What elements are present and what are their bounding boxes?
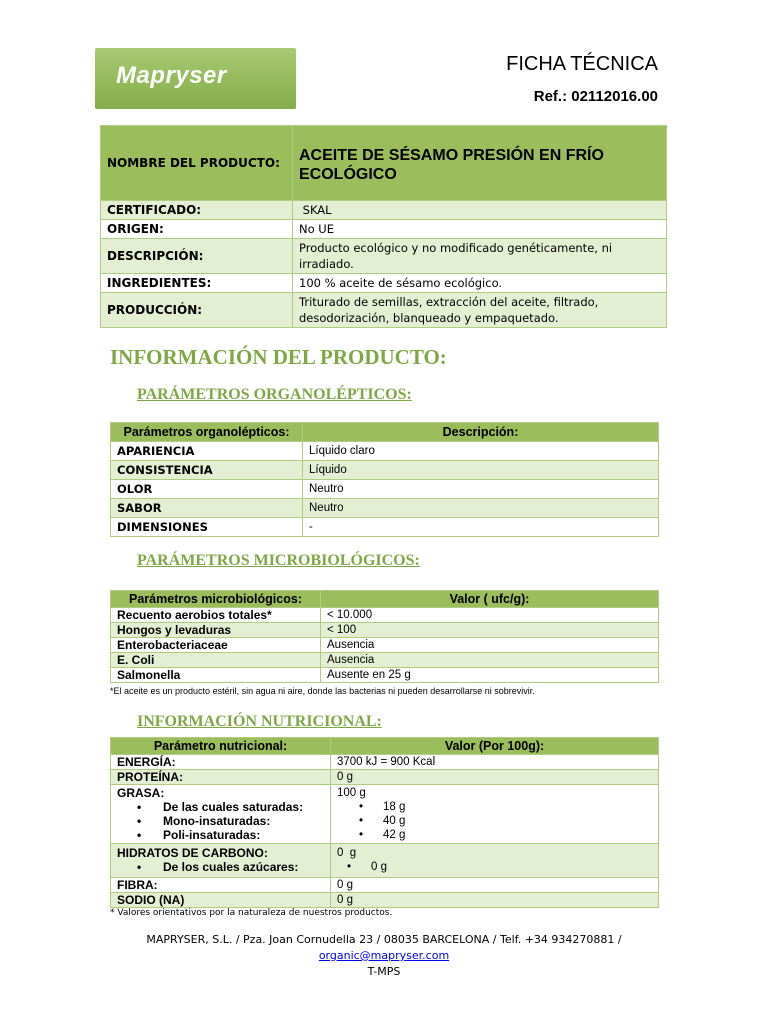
row-value: Ausencia: [321, 653, 659, 668]
sub-item-value: • 18 g: [337, 800, 652, 814]
row-label: SABOR: [111, 499, 303, 518]
row-value: Neutro: [303, 480, 659, 499]
row-label: E. Coli: [111, 653, 321, 668]
row-label: APARIENCIA: [111, 442, 303, 461]
table-row: [111, 442, 659, 461]
row-value: 0 g: [331, 878, 659, 893]
product-name-label: NOMBRE DEL PRODUCTO:: [101, 126, 293, 201]
row-value: 3700 kJ = 900 Kcal: [331, 755, 659, 770]
microbiological-note: *El aceite es un producto estéril, sin agua ni aire, donde las bacterias ni pueden desarrollarse ni sobrevivir.: [110, 686, 535, 696]
microbiological-table: [110, 590, 659, 683]
row-label: Hongos y levaduras: [111, 623, 321, 638]
row-label: FIBRA:: [111, 878, 331, 893]
row-value: 0 g: [331, 770, 659, 785]
row-label: Enterobacteriaceae: [111, 638, 321, 653]
product-name: ACEITE DE SÉSAMO PRESIÓN EN FRÍO ECOLÓGICO: [293, 126, 667, 201]
company-logo: [95, 48, 296, 109]
table-row: [111, 608, 659, 623]
section-title: INFORMACIÓN DEL PRODUCTO:: [110, 345, 447, 369]
sub-item-value: • 0 g: [337, 860, 652, 874]
fat-value-cell: [331, 785, 659, 844]
row-label: PRODUCCIÓN:: [101, 293, 293, 328]
sub-item-label: • De las cuales saturadas:: [117, 800, 324, 814]
row-value: 0 g: [337, 847, 357, 859]
row-label: HIDRATOS DE CARBONO:: [117, 846, 268, 860]
row-label: OLOR: [111, 480, 303, 499]
organoleptic-table: [110, 422, 659, 537]
footer-email-link[interactable]: organic@mapryser.com: [318, 949, 450, 962]
table-row: [111, 638, 659, 653]
nutritional-note: * Valores orientativos por la naturaleza de nuestros productos.: [110, 908, 393, 918]
row-label: SODIO (NA): [111, 893, 331, 908]
row-value: Neutro: [303, 499, 659, 518]
row-value: 100 % aceite de sésamo ecológico.: [293, 274, 667, 293]
footer-code: T-MPS: [367, 965, 401, 978]
row-value: Ausencia: [321, 638, 659, 653]
footer-address: MAPRYSER, S.L. / Pza. Joan Cornudella 23 / 08035 BARCELONA / Telf. +34 934270881 /: [146, 933, 622, 946]
table-row: [111, 878, 659, 893]
document-reference: Ref.: 02112016.00: [533, 88, 658, 105]
table-row: [111, 893, 659, 908]
microbiological-title: PARÁMETROS MICROBIOLÓGICOS:: [137, 552, 420, 569]
row-value: -: [303, 518, 659, 537]
row-label: Salmonella: [111, 668, 321, 683]
production-row: [101, 293, 667, 328]
table-row: [111, 668, 659, 683]
carbs-label-cell: [111, 844, 331, 878]
sub-item-value: • 42 g: [337, 828, 652, 842]
origin-row: [101, 220, 667, 239]
row-label: ENERGÍA:: [111, 755, 331, 770]
table-row: [111, 844, 659, 878]
fat-label-cell: [111, 785, 331, 844]
table-row: [111, 653, 659, 668]
row-value: SKAL: [293, 201, 667, 220]
table-row: [111, 785, 659, 844]
table-row: [111, 499, 659, 518]
row-label: DESCRIPCIÓN:: [101, 239, 293, 274]
row-label: CERTIFICADO:: [101, 201, 293, 220]
row-label: CONSISTENCIA: [111, 461, 303, 480]
table-header-row: [111, 423, 659, 442]
column-header: Valor ( ufc/g):: [321, 591, 659, 608]
logo-text: Mapryser: [116, 62, 227, 89]
product-name-row: [101, 126, 667, 201]
organoleptic-title: PARÁMETROS ORGANOLÉPTICOS:: [137, 386, 412, 403]
table-row: [111, 461, 659, 480]
row-label: PROTEÍNA:: [111, 770, 331, 785]
column-header: Valor (Por 100g):: [331, 738, 659, 755]
row-label: ORIGEN:: [101, 220, 293, 239]
sub-item-value: • 40 g: [337, 814, 652, 828]
certificate-row: [101, 201, 667, 220]
table-header-row: [111, 591, 659, 608]
sub-item-label: • De los cuales azúcares:: [117, 860, 324, 874]
table-row: [111, 480, 659, 499]
sub-item-label: • Poli-insaturadas:: [117, 828, 324, 842]
table-header-row: [111, 738, 659, 755]
row-value: 100 g: [337, 787, 366, 799]
nutritional-title: INFORMACIÓN NUTRICIONAL:: [137, 713, 382, 730]
document-title: FICHA TÉCNICA: [506, 53, 658, 75]
row-value: Ausente en 25 g: [321, 668, 659, 683]
row-value: < 100: [321, 623, 659, 638]
column-header: Parámetros organolépticos:: [111, 423, 303, 442]
row-label: GRASA:: [117, 786, 165, 800]
row-value: Líquido claro: [303, 442, 659, 461]
ingredients-row: [101, 274, 667, 293]
row-value: 0 g: [331, 893, 659, 908]
row-label: INGREDIENTES:: [101, 274, 293, 293]
table-row: [111, 755, 659, 770]
row-label: Recuento aerobios totales*: [111, 608, 321, 623]
row-label: DIMENSIONES: [111, 518, 303, 537]
table-row: [111, 623, 659, 638]
table-row: [111, 770, 659, 785]
description-row: [101, 239, 667, 274]
column-header: Descripción:: [303, 423, 659, 442]
row-value: Líquido: [303, 461, 659, 480]
table-row: [111, 518, 659, 537]
column-header: Parámetros microbiológicos:: [111, 591, 321, 608]
product-info-table: [100, 125, 667, 328]
carbs-value-cell: [331, 844, 659, 878]
row-value: No UE: [293, 220, 667, 239]
row-value: < 10.000: [321, 608, 659, 623]
footer-email-line: [0, 949, 768, 962]
sub-item-label: • Mono-insaturadas:: [117, 814, 324, 828]
column-header: Parámetro nutricional:: [111, 738, 331, 755]
row-value: Producto ecológico y no modificado genéticamente, ni irradiado.: [293, 239, 667, 274]
row-value: Triturado de semillas, extracción del aceite, filtrado, desodorización, blanqueado y empaquetado.: [293, 293, 667, 328]
nutritional-table: [110, 737, 659, 908]
